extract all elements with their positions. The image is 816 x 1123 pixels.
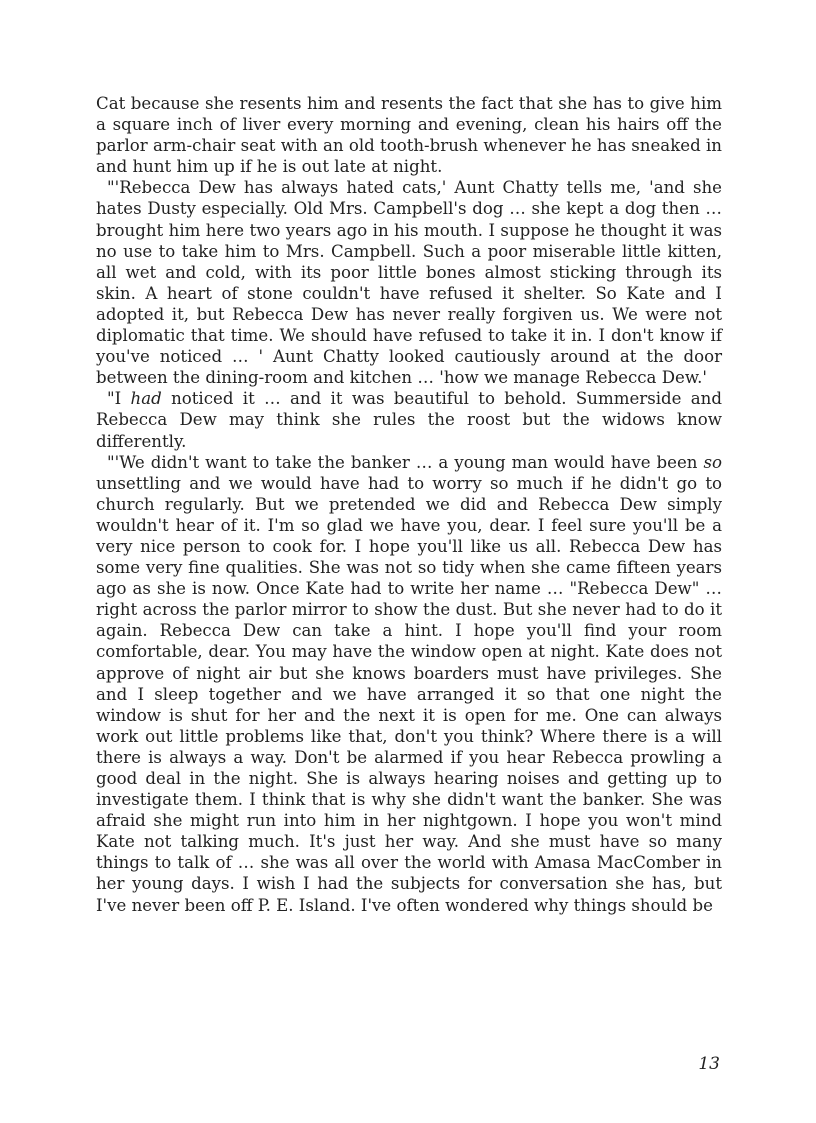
page-number: 13 — [698, 1054, 720, 1074]
text-segment: Cat because she resents him and resents the fact that she has to give him a square inch of liver every morning and evening, clean his hairs off the parlor arm-chair seat with an old tooth-brush whenever he has sneaked in and hunt him up if he is out late at night. — [96, 94, 722, 177]
italic-text-segment: had — [130, 389, 162, 409]
body-text — [96, 93, 722, 916]
text-segment: noticed it … and it was beautiful to behold. Summerside and Rebecca Dew may think she rules the roost but the widows know differently. — [96, 389, 722, 451]
paragraph-4 — [96, 452, 722, 916]
text-segment: "I — [107, 389, 131, 409]
paragraph-2 — [96, 177, 722, 388]
text-segment: "'We didn't want to take the banker … a young man would have been — [107, 452, 704, 472]
italic-text-segment: so — [703, 452, 722, 472]
text-segment: "'Rebecca Dew has always hated cats,' Aunt Chatty tells me, 'and she hates Dusty especially. Old Mrs. Campbell's dog … she kept a dog then … brought him here two years ago in his mouth. I suppose he thought it was no use to take him to Mrs. Campbell. Such a poor miserable little kitten, all wet and cold, with its poor little bones almost sticking through its skin. A heart of stone couldn't have refused it shelter. So Kate and I adopted it, but Rebecca Dew has never really forgiven us. We were not diplomatic that time. We should have refused to take it in. I don't know if you've noticed … ' Aunt Chatty looked cautiously around at the door between the dining-room and kitchen … 'how we manage Rebecca Dew.' — [96, 178, 722, 388]
text-segment: unsettling and we would have had to worry so much if he didn't go to church regularly. But we pretended we did and Rebecca Dew simply wouldn't hear of it. I'm so glad we have you, dear. I feel sure you'll be a very nice person to cook for. I hope you'll like us all. Rebecca Dew has some very fine qualities. She was not so tidy when she came fifteen years ago as she is now. Once Kate had to write her name … "Rebecca Dew" … right across the parlor mirror to show the dust. But she never had to do it again. Rebecca Dew can take a hint. I hope you'll find your room comfortable, dear. You may have the window open at night. Kate does not approve of night air but she knows boarders must have privileges. She and I sleep together and we have arranged it so that one night the window is shut for her and the next it is open for me. One can always work out little problems like that, don't you think? Where there is a will there is always a way. Don't be alarmed if you hear Rebecca prowling a good deal in the night. She is always hearing noises and getting up to investigate them. I think that is why she didn't want the banker. She was afraid she might run into him in her nightgown. I hope you won't mind Kate not talking much. It's just her way. And she must have so many things to talk of … she was all over the world with Amasa MacComber in her young days. I wish I had the subjects for conversation she has, but I've never been off P. E. Island. I've often wondered why things should be — [96, 473, 722, 915]
paragraph-3 — [96, 388, 722, 451]
paragraph-1 — [96, 93, 722, 177]
